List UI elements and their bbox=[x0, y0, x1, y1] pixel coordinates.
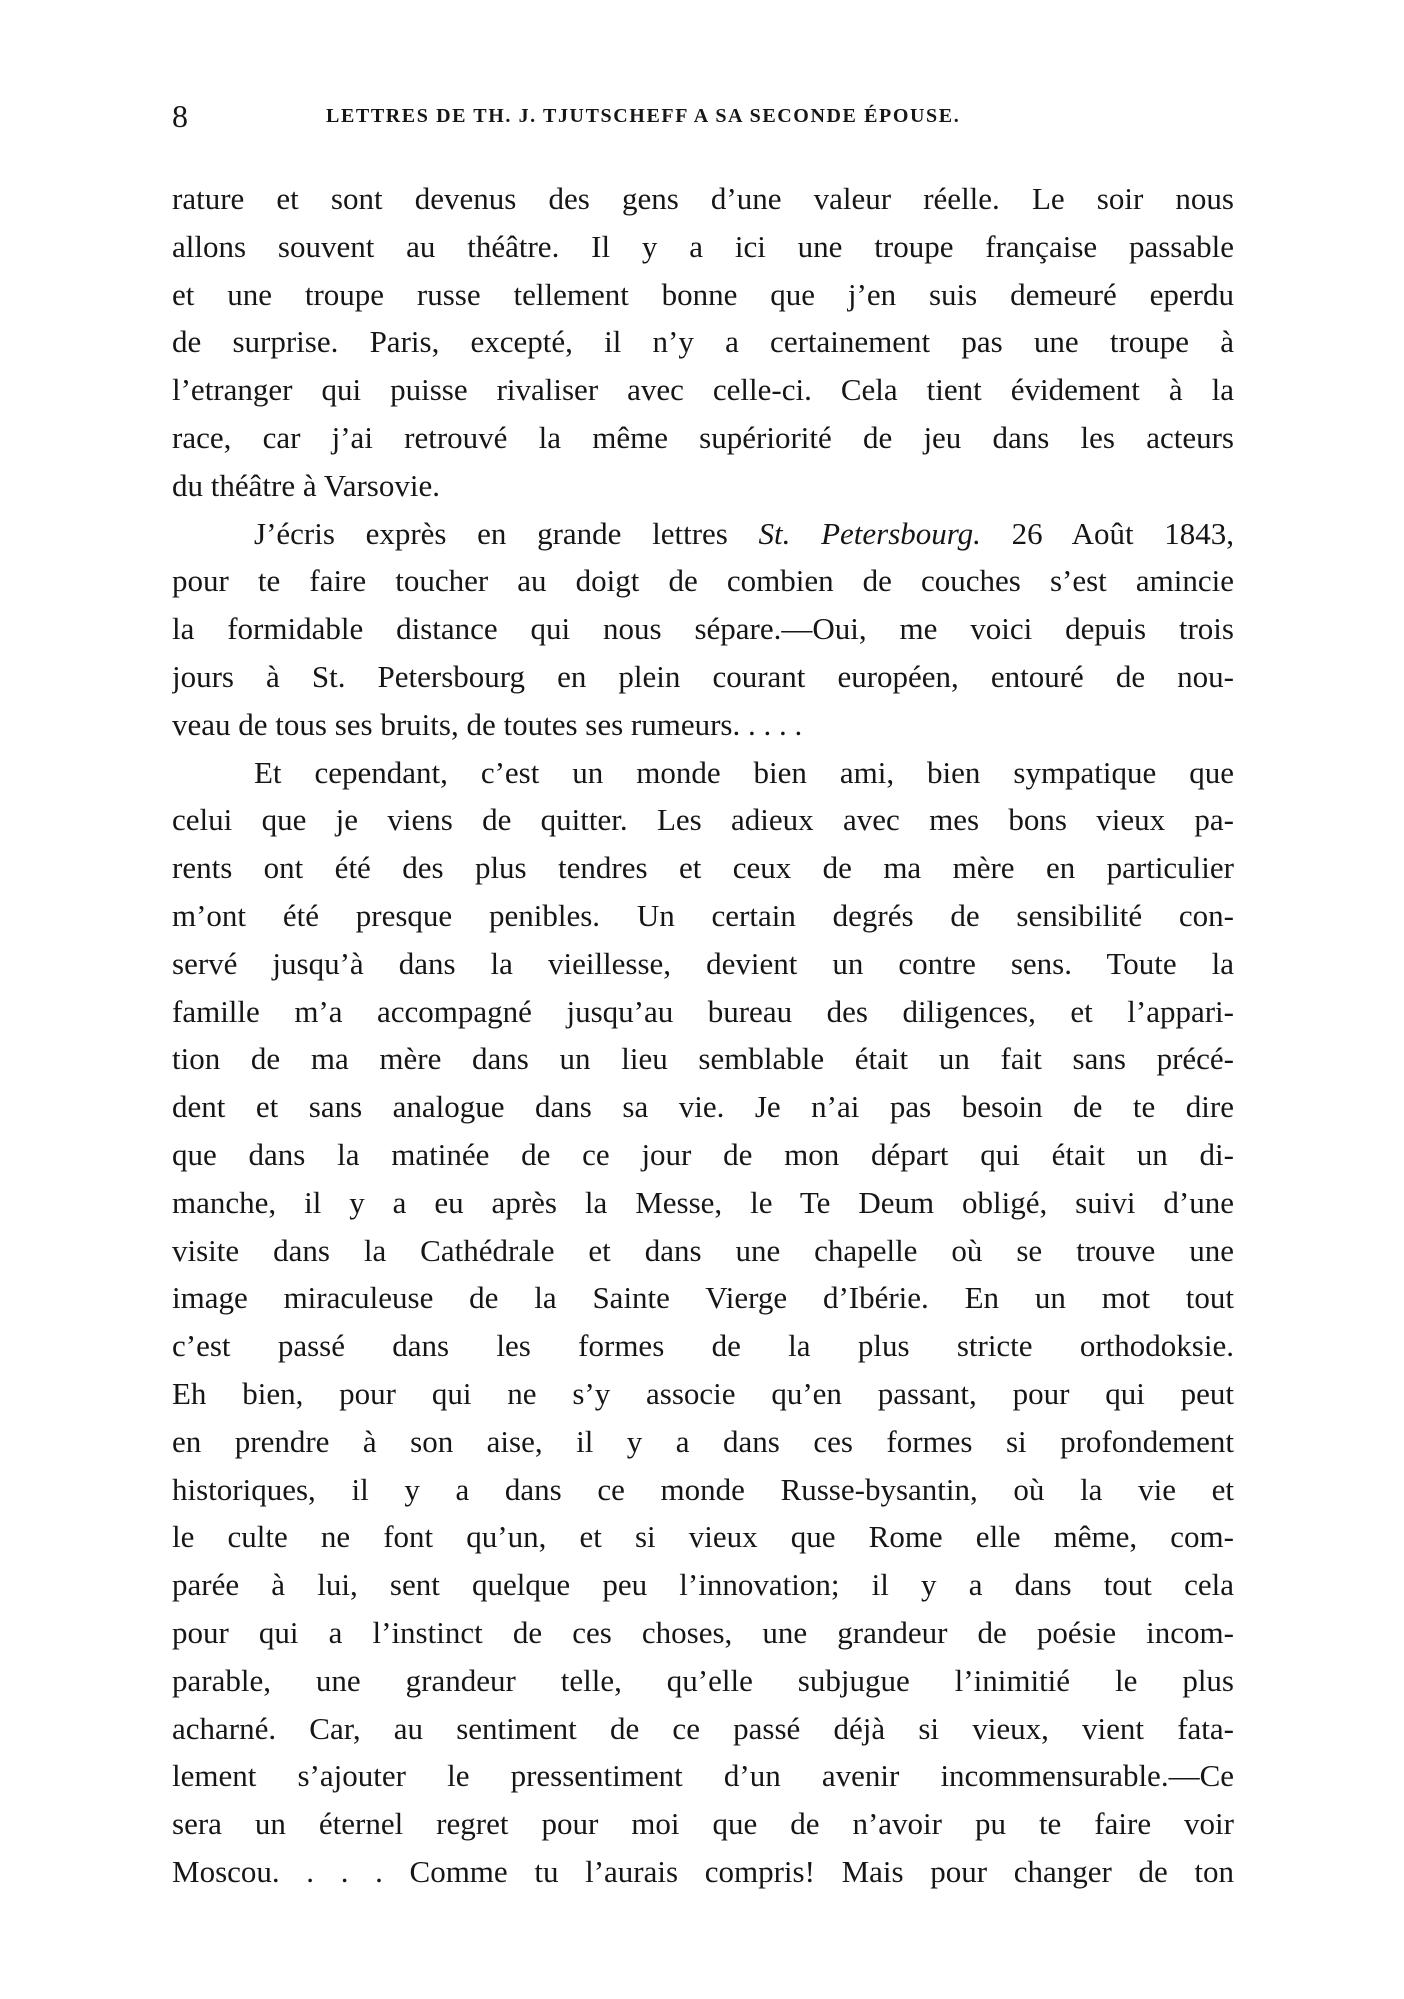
text-line: m’ont été presque penibles. Un certain degrés de sensibilité con- bbox=[172, 897, 1234, 933]
text-line: jours à St. Petersbourg en plein courant européen, entouré de nou- bbox=[172, 658, 1234, 694]
text-line: parée à lui, sent quelque peu l’innovation; il y a dans tout cela bbox=[172, 1567, 1234, 1603]
text-line: la formidable distance qui nous sépare.—Oui, me voici depuis trois bbox=[172, 611, 1234, 647]
text-line: celui que je viens de quitter. Les adieux avec mes bons vieux pa- bbox=[172, 802, 1234, 838]
text-line: que dans la matinée de ce jour de mon départ qui était un di- bbox=[172, 1136, 1234, 1172]
text-line: Et cependant, c’est un monde bien ami, bien sympatique que bbox=[254, 754, 1234, 790]
text-line: Moscou. . . . Comme tu l’aurais compris! Mais pour changer de ton bbox=[172, 1853, 1234, 1889]
running-head bbox=[172, 96, 1234, 136]
text-fragment: J’écris exprès en grande lettres bbox=[254, 515, 728, 551]
text-line: en prendre à son aise, il y a dans ces formes si profondement bbox=[172, 1423, 1234, 1459]
text-line: rents ont été des plus tendres et ceux de ma mère en particulier bbox=[172, 850, 1234, 886]
text-line: veau de tous ses bruits, de toutes ses rumeurs. . . . . bbox=[172, 706, 803, 742]
text-line: l’etranger qui puisse rivaliser avec celle-ci. Cela tient évidement à la bbox=[172, 372, 1234, 408]
text-line: c’est passé dans les formes de la plus stricte orthodoksie. bbox=[172, 1328, 1234, 1364]
text-line: du théâtre à Varsovie. bbox=[172, 467, 440, 503]
text-line: race, car j’ai retrouvé la même supériorité de jeu dans les acteurs bbox=[172, 419, 1234, 455]
place-name: St. Petersbourg. bbox=[758, 515, 981, 551]
text-line: image miraculeuse de la Sainte Vierge d’Ibérie. En un mot tout bbox=[172, 1280, 1234, 1316]
text-line: et une troupe russe tellement bonne que j’en suis demeuré eperdu bbox=[172, 276, 1234, 312]
text-line: historiques, il y a dans ce monde Russe-bysantin, où la vie et bbox=[172, 1471, 1234, 1507]
body-text bbox=[172, 175, 1234, 1896]
text-line: rature et sont devenus des gens d’une valeur réelle. Le soir nous bbox=[172, 181, 1234, 216]
text-line: pour qui a l’instinct de ces choses, une grandeur de poésie incom- bbox=[172, 1614, 1234, 1650]
text-line: servé jusqu’à dans la vieillesse, devient un contre sens. Toute la bbox=[172, 945, 1234, 981]
text-line: parable, une grandeur telle, qu’elle subjugue l’inimitié le plus bbox=[172, 1662, 1234, 1698]
text-line: manche, il y a eu après la Messe, le Te Deum obligé, suivi d’une bbox=[172, 1184, 1234, 1220]
text-line: acharné. Car, au sentiment de ce passé déjà si vieux, vient fata- bbox=[172, 1710, 1234, 1746]
text-line: visite dans la Cathédrale et dans une chapelle où se trouve une bbox=[172, 1232, 1234, 1268]
text-line: allons souvent au théâtre. Il y a ici une troupe française passable bbox=[172, 228, 1234, 264]
text-line: lement s’ajouter le pressentiment d’un avenir incommensurable.—Ce bbox=[172, 1758, 1234, 1794]
text-line: sera un éternel regret pour moi que de n’avoir pu te faire voir bbox=[172, 1806, 1234, 1842]
text-line: famille m’a accompagné jusqu’au bureau des diligences, et l’appari- bbox=[172, 993, 1234, 1029]
letter-date: 26 Août 1843, bbox=[1011, 515, 1234, 551]
text-line: de surprise. Paris, excepté, il n’y a certainement pas une troupe à bbox=[172, 324, 1234, 360]
running-title: LETTRES DE TH. J. TJUTSCHEFF A SA SECONDE ÉPOUSE. bbox=[326, 105, 961, 127]
text-line-with-date bbox=[172, 510, 1234, 558]
text-line: tion de ma mère dans un lieu semblable était un fait sans précé- bbox=[172, 1041, 1234, 1077]
text-line: Eh bien, pour qui ne s’y associe qu’en passant, pour qui peut bbox=[172, 1375, 1234, 1411]
text-line: pour te faire toucher au doigt de combien de couches s’est amincie bbox=[172, 563, 1234, 599]
page-number: 8 bbox=[172, 98, 188, 134]
text-line: dent et sans analogue dans sa vie. Je n’ai pas besoin de te dire bbox=[172, 1089, 1234, 1125]
text-line: le culte ne font qu’un, et si vieux que Rome elle même, com- bbox=[172, 1519, 1234, 1555]
